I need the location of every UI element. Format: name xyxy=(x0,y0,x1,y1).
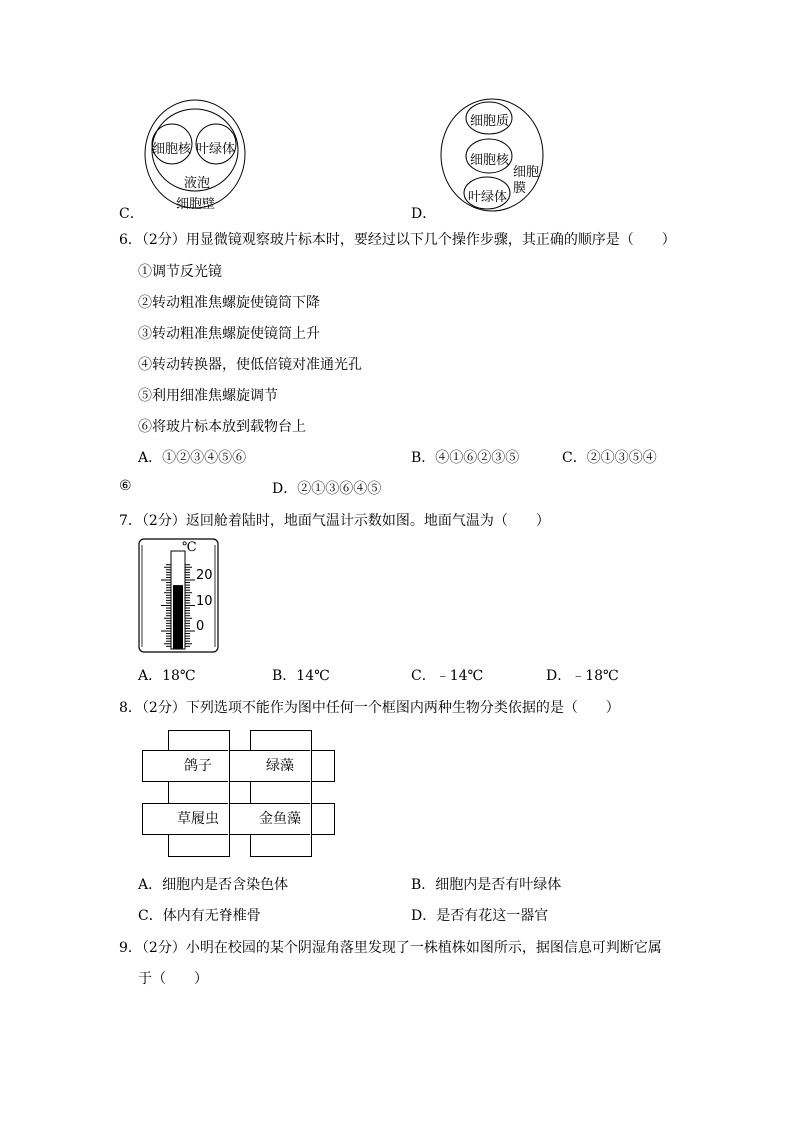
q6-step-4: ④转动转换器，使低倍镜对准通光孔 xyxy=(138,357,362,373)
thermometer-mercury xyxy=(173,585,183,649)
option-d-letter: D． xyxy=(411,206,437,222)
cell-pigeon xyxy=(168,750,228,782)
q9-stem-line2: 于（ ） xyxy=(138,971,208,987)
q7-option-d: D．﹣18℃ xyxy=(546,668,619,684)
q6-option-a: A．①②③④⑤⑥ xyxy=(138,450,247,466)
cell-diagram-d xyxy=(439,98,549,216)
q6-step-2: ②转动粗准焦螺旋使镜筒下降 xyxy=(138,295,320,311)
q6-option-c-wrap: ⑥ xyxy=(119,478,132,494)
q6-step-5: ⑤利用细准焦螺旋调节 xyxy=(138,388,278,404)
label-vacuole: 液泡 xyxy=(184,176,211,191)
q8-option-a: A．细胞内是否含染色体 xyxy=(138,877,289,893)
label-membrane-2: 膜 xyxy=(513,181,527,196)
q8-stem: 8．（2分）下列选项不能作为图中任何一个框图内两种生物分类依据的是（ ） xyxy=(119,700,620,716)
q6-stem: 6．（2分）用显微镜观察玻片标本时，要经过以下几个操作步骤，其正确的顺序是（ ） xyxy=(119,232,676,248)
q6-option-d: D．②①③⑥④⑤ xyxy=(272,481,382,497)
tick-label-10: 10 xyxy=(196,594,213,609)
q6-option-c: C．②①③⑤④ xyxy=(562,450,657,466)
classification-diagram xyxy=(142,730,335,857)
organism-pigeon: 鸽子 xyxy=(184,758,212,774)
q6-option-b: B．④①⑥②③⑤ xyxy=(411,450,520,466)
cell-hornwort xyxy=(250,803,310,835)
thermometer-unit: ℃ xyxy=(182,540,197,555)
tick-label-20: 20 xyxy=(196,568,213,583)
option-c-letter: C． xyxy=(119,206,144,222)
label-cytoplasm: 细胞质 xyxy=(470,114,510,129)
label-cell-wall: 细胞壁 xyxy=(176,197,216,212)
cell-paramecium xyxy=(168,803,228,835)
q7-option-a: A．18℃ xyxy=(138,668,196,684)
tick-label-0: 0 xyxy=(196,619,205,634)
label-chloroplast: 叶绿体 xyxy=(196,142,236,157)
q7-option-c: C．﹣14℃ xyxy=(411,668,484,684)
q6-step-6: ⑥将玻片标本放到载物台上 xyxy=(138,419,306,435)
q8-option-d: D．是否有花这一器官 xyxy=(411,908,549,924)
q6-step-3: ③转动粗准焦螺旋使镜筒上升 xyxy=(138,326,320,342)
organism-green-algae: 绿藻 xyxy=(266,758,294,774)
thermometer xyxy=(138,537,220,655)
organism-hornwort: 金鱼藻 xyxy=(259,811,301,827)
cell-diagram-c xyxy=(140,98,250,213)
organism-paramecium: 草履虫 xyxy=(177,811,219,827)
q6-step-1: ①调节反光镜 xyxy=(138,264,222,280)
q7-option-b: B．14℃ xyxy=(272,668,330,684)
label-chloroplast-d: 叶绿体 xyxy=(468,190,508,205)
label-membrane-1: 细胞 xyxy=(513,165,540,180)
label-nucleus-d: 细胞核 xyxy=(470,153,510,168)
q8-option-b: B．细胞内是否有叶绿体 xyxy=(411,877,562,893)
q9-stem-line1: 9．（2分）小明在校园的某个阴湿角落里发现了一株植株如图所示，据图信息可判断它属 xyxy=(119,940,662,956)
cell-green-algae xyxy=(250,750,310,782)
label-nucleus: 细胞核 xyxy=(152,142,192,157)
q8-option-c: C．体内有无脊椎骨 xyxy=(138,908,261,924)
q7-stem: 7．（2分）返回舱着陆时，地面气温计示数如图。地面气温为（ ） xyxy=(119,513,550,529)
